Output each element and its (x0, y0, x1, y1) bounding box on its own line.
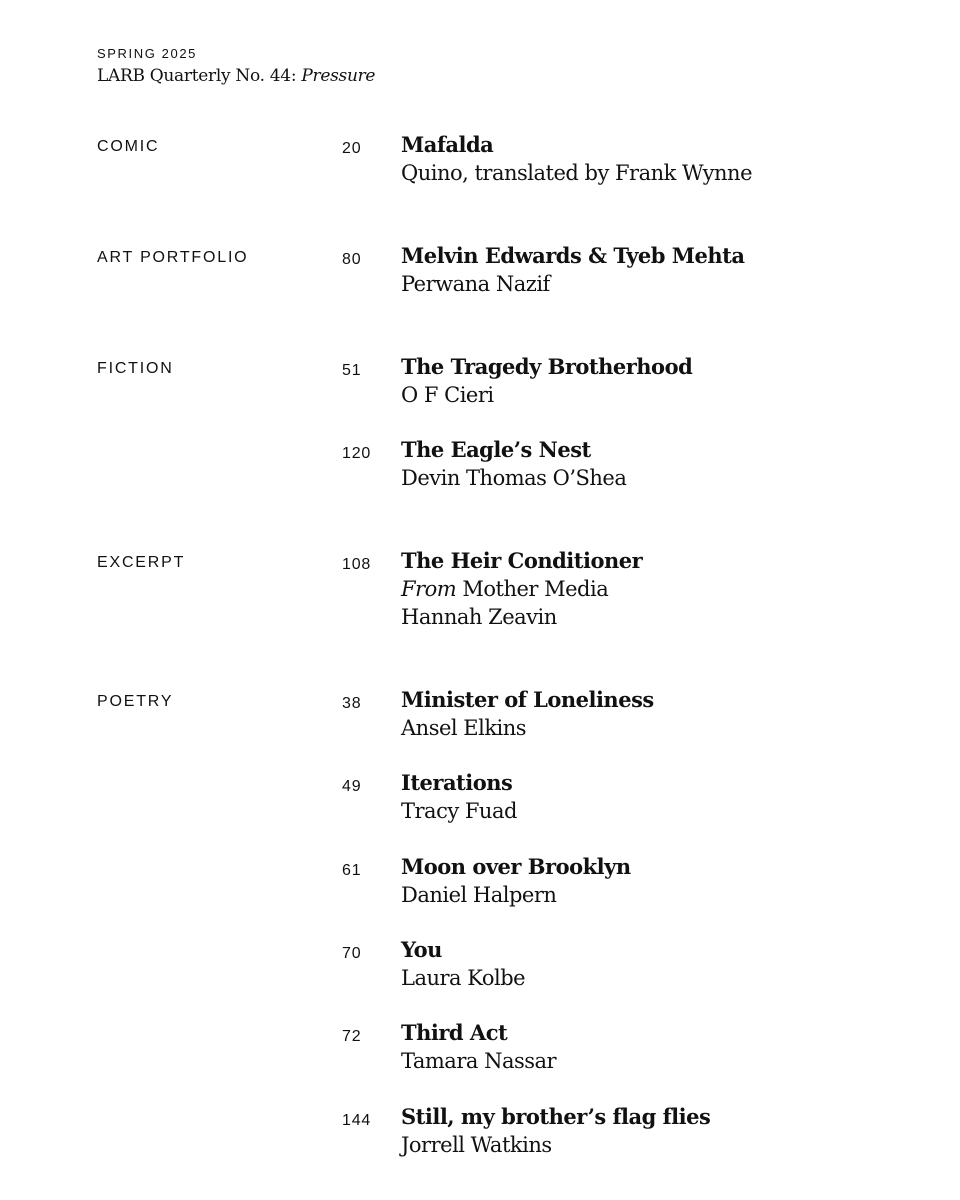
entry-title: The Heir Conditioner (401, 548, 643, 573)
page-number: 51 (342, 362, 362, 379)
page-number: 20 (342, 140, 362, 157)
page-number: 49 (342, 778, 362, 795)
entry-author: Tracy Fuad (401, 799, 517, 823)
entry-title: Still, my brother’s flag flies (401, 1104, 711, 1129)
entry-author: Perwana Nazif (401, 272, 550, 296)
issue-prefix: LARB Quarterly No. 44: (97, 66, 297, 86)
entry-author: Ansel Elkins (401, 716, 527, 740)
entry-author: Laura Kolbe (401, 966, 526, 990)
source-prefix: From (401, 577, 457, 601)
entry-title: Iterations (401, 770, 513, 795)
entry-title: Moon over Brooklyn (401, 854, 631, 879)
page-number: 80 (342, 251, 362, 268)
entry-author: Daniel Halpern (401, 883, 557, 907)
entry-title: The Eagle’s Nest (401, 437, 591, 462)
section-label-art-portfolio: ART PORTFOLIO (97, 249, 249, 266)
section-label-poetry: POETRY (97, 693, 174, 710)
page-number: 38 (342, 695, 362, 712)
entry-title: Melvin Edwards & Tyeb Mehta (401, 243, 745, 268)
page-number: 61 (342, 862, 362, 879)
entry-title: The Tragedy Brotherhood (401, 354, 693, 379)
page-number: 120 (342, 445, 372, 462)
entry-author: Quino, translated by Frank Wynne (401, 161, 752, 185)
page-number: 70 (342, 945, 362, 962)
entry-title: Third Act (401, 1020, 508, 1045)
entry-title: You (401, 937, 442, 962)
entry-author: O F Cieri (401, 383, 494, 407)
entry-author: Hannah Zeavin (401, 605, 557, 629)
season-label: SPRING 2025 (97, 46, 197, 61)
page-number: 144 (342, 1112, 372, 1129)
section-label-fiction: FICTION (97, 360, 174, 377)
source-title: Mother Media (462, 577, 609, 601)
section-label-comic: COMIC (97, 138, 160, 155)
page-number: 108 (342, 556, 372, 573)
page-number: 72 (342, 1028, 362, 1045)
issue-title (97, 65, 375, 87)
entry-title: Mafalda (401, 132, 494, 157)
entry-title: Minister of Loneliness (401, 687, 654, 712)
entry-author: Devin Thomas O’Shea (401, 466, 627, 490)
entry-source (401, 575, 941, 603)
entry-author: Jorrell Watkins (401, 1133, 552, 1157)
issue-theme: Pressure (301, 66, 376, 86)
section-label-excerpt: EXCERPT (97, 554, 186, 571)
entry-author: Tamara Nassar (401, 1049, 557, 1073)
